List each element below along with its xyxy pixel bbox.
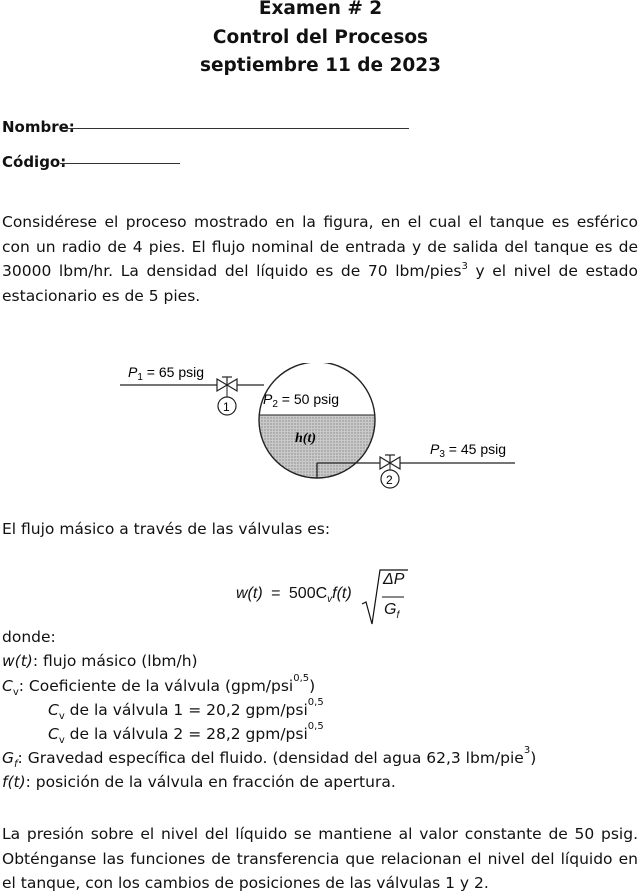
liquid-fill bbox=[250, 415, 390, 485]
def-cv: $C_v$: Coeficiente de la válvula (gpm/psi$^{0,5}$) bbox=[2, 673, 316, 699]
p2-label: $P_2 = 50$ psig bbox=[263, 391, 340, 410]
def-f: f(t): posición de la válvula en fracción de apertura. bbox=[2, 773, 396, 791]
def-cv2: $C_v$ de la válvula 2 = 28,2 gpm/psi$^{0,5}$ bbox=[48, 721, 324, 747]
def-w: w(t): flujo másico (lbm/h) bbox=[2, 652, 198, 670]
problem-statement: Considérese el proceso mostrado en la figura, en el cual el tanque es esférico con un radio de 4 pies. El flujo nominal de entrada y de salida del tanque es de 30000 lbm/hr. La densidad del líquido es de 70 lbm/pies$^3$ y el nivel de estado estacionario es de 5 pies. bbox=[2, 213, 638, 305]
course-title: Control del Procesos bbox=[212, 27, 429, 48]
level-label: h(t) bbox=[295, 431, 316, 446]
p1-label: $P_1 = 65$ psig bbox=[128, 364, 205, 383]
process-diagram bbox=[120, 363, 520, 493]
def-gf: $G_f$: Gravedad específica del fluido. (densidad del agua 62,3 lbm/pie$^3$) bbox=[2, 745, 537, 771]
p3-label: $P_3 = 45$ psig bbox=[430, 441, 507, 460]
exam-date: septiembre 11 de 2023 bbox=[199, 55, 442, 76]
eq-denominator: $G_f$ bbox=[384, 601, 400, 622]
nombre-label: Nombre: bbox=[2, 118, 75, 136]
flow-intro: El flujo másico a través de las válvulas es: bbox=[2, 520, 331, 538]
closing-statement: La presión sobre el nivel del líquido se mantiene al valor constante de 50 psig. Obténganse las funciones de transferencia que relacionan el nivel del líquido en el tanque, con los cambios de posiciones de las válvulas 1 y 2. bbox=[2, 825, 638, 892]
donde-label: donde: bbox=[2, 628, 56, 646]
valve-1-number: 1 bbox=[223, 400, 230, 414]
flow-equation: $w(t) = 500C_vf(t)$ bbox=[236, 585, 352, 606]
codigo-blank-line[interactable] bbox=[60, 163, 180, 164]
codigo-label: Código: bbox=[2, 153, 67, 171]
eq-numerator: ΔP bbox=[383, 571, 405, 588]
valve-2-number: 2 bbox=[386, 473, 393, 487]
exam-title: Examen # 2 bbox=[258, 0, 383, 19]
nombre-blank-line[interactable] bbox=[62, 128, 409, 129]
def-cv1: $C_v$ de la válvula 1 = 20,2 gpm/psi$^{0,5}$ bbox=[48, 697, 324, 723]
